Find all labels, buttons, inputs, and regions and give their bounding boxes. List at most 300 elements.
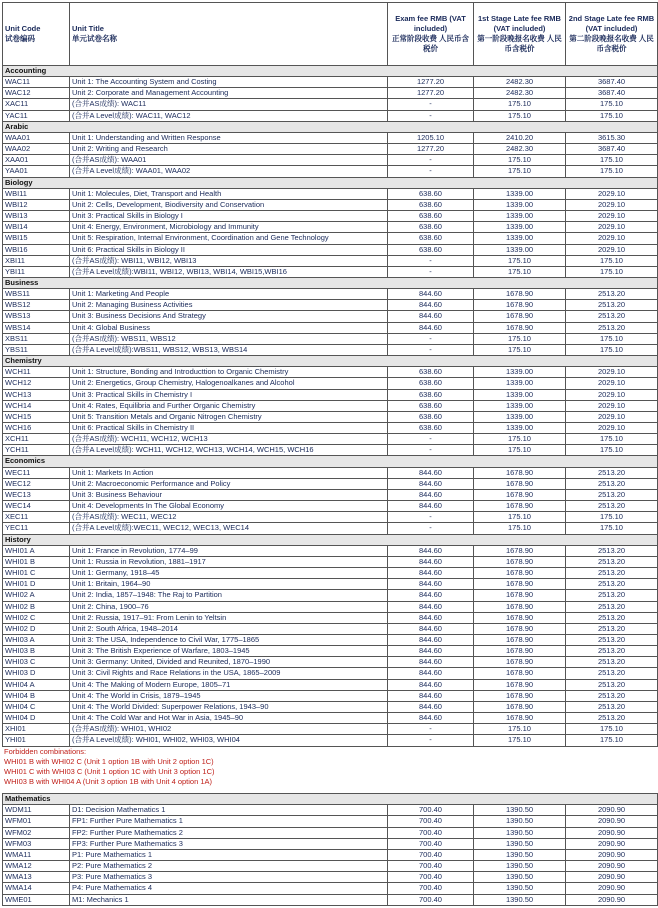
first-late-fee-cell: 1678.90 <box>474 612 566 623</box>
second-late-fee-cell: 2513.20 <box>566 489 658 500</box>
exam-fee-cell: 844.60 <box>388 478 474 489</box>
exam-fee-cell: 638.60 <box>388 222 474 233</box>
first-late-fee-cell: 175.10 <box>474 266 566 277</box>
first-late-fee-cell: 1678.90 <box>474 668 566 679</box>
first-late-fee-cell: 1390.50 <box>474 827 566 838</box>
table-row <box>3 646 658 657</box>
exam-fee-cell: 1277.20 <box>388 88 474 99</box>
unit-code-cell: XCH11 <box>3 434 70 445</box>
unit-title-cell: P1: Pure Mathematics 1 <box>70 849 388 860</box>
unit-title-cell: Unit 2: Energetics, Group Chemistry, Halogenoalkanes and Alcohol <box>70 378 388 389</box>
second-late-fee-cell: 2513.20 <box>566 556 658 567</box>
table-row <box>3 255 658 266</box>
exam-fee-cell: 844.60 <box>388 322 474 333</box>
first-late-fee-cell: 175.10 <box>474 344 566 355</box>
unit-code-cell: WCH15 <box>3 411 70 422</box>
table-row <box>3 612 658 623</box>
unit-code-cell: WHI01 C <box>3 568 70 579</box>
unit-title-cell: Unit 4: The World in Crisis, 1879–1945 <box>70 690 388 701</box>
exam-fee-cell: 844.60 <box>388 657 474 668</box>
unit-code-cell: WCH12 <box>3 378 70 389</box>
first-late-fee-cell: 1678.90 <box>474 501 566 512</box>
unit-title-cell: Unit 3: Practical Skills in Biology I <box>70 211 388 222</box>
exam-fee-cell: - <box>388 445 474 456</box>
section-title: Arabic <box>3 121 658 132</box>
fee-table-maths <box>2 793 658 906</box>
table-row <box>3 805 658 816</box>
table-row <box>3 222 658 233</box>
first-late-fee-cell: 2410.20 <box>474 132 566 143</box>
second-late-fee-cell: 2029.10 <box>566 389 658 400</box>
unit-code-cell: WAC12 <box>3 88 70 99</box>
unit-title-cell: (合并A Level成绩):WBS11, WBS12, WBS13, WBS14 <box>70 344 388 355</box>
first-late-fee-cell: 1678.90 <box>474 478 566 489</box>
first-late-fee-cell: 1390.50 <box>474 861 566 872</box>
note-row <box>2 767 657 777</box>
unit-code-cell: WCH13 <box>3 389 70 400</box>
unit-code-cell: WCH11 <box>3 367 70 378</box>
first-late-fee-cell: 175.10 <box>474 333 566 344</box>
unit-code-cell: WEC14 <box>3 501 70 512</box>
second-late-fee-cell: 2090.90 <box>566 894 658 905</box>
exam-fee-cell: 700.40 <box>388 816 474 827</box>
unit-code-cell: WDM11 <box>3 805 70 816</box>
exam-fee-cell: 638.60 <box>388 400 474 411</box>
exam-fee-cell: 638.60 <box>388 389 474 400</box>
table-row <box>3 523 658 534</box>
unit-code-cell: YCH11 <box>3 445 70 456</box>
unit-code-cell: YAC11 <box>3 110 70 121</box>
second-late-fee-cell: 2090.90 <box>566 883 658 894</box>
unit-code-cell: WHI01 A <box>3 545 70 556</box>
unit-code-cell: WHI03 C <box>3 657 70 668</box>
table-row <box>3 389 658 400</box>
unit-title-cell: Unit 6: Practical Skills in Chemistry II <box>70 423 388 434</box>
exam-fee-cell: - <box>388 333 474 344</box>
exam-fee-cell: 638.60 <box>388 411 474 422</box>
exam-fee-cell: 844.60 <box>388 679 474 690</box>
exam-fee-cell: - <box>388 166 474 177</box>
forbidden-combination-item: WHI01 B with WHI02 C (Unit 1 option 1B with Unit 2 option 1C) <box>4 756 214 766</box>
first-late-fee-cell: 1339.00 <box>474 222 566 233</box>
table-row <box>3 489 658 500</box>
table-row <box>3 883 658 894</box>
exam-fee-cell: 700.40 <box>388 849 474 860</box>
table-row <box>3 679 658 690</box>
first-late-fee-cell: 1390.50 <box>474 872 566 883</box>
second-late-fee-cell: 2090.90 <box>566 872 658 883</box>
first-late-fee-cell: 175.10 <box>474 255 566 266</box>
unit-title-cell: Unit 1: The Accounting System and Costing <box>70 77 388 88</box>
second-late-fee-cell: 2029.10 <box>566 199 658 210</box>
section-title: Accounting <box>3 66 658 77</box>
unit-code-cell: WBS13 <box>3 311 70 322</box>
first-late-fee-cell: 1678.90 <box>474 289 566 300</box>
unit-code-cell: WBI14 <box>3 222 70 233</box>
table-row <box>3 400 658 411</box>
forbidden-combination-item: WHI01 C with WHI03 C (Unit 1 option 1C with Unit 3 option 1C) <box>4 766 215 776</box>
first-late-fee-cell: 175.10 <box>474 735 566 746</box>
first-late-fee-cell: 1390.50 <box>474 805 566 816</box>
unit-title-cell: Unit 2: Managing Business Activities <box>70 300 388 311</box>
unit-title-cell: P2: Pure Mathematics 2 <box>70 861 388 872</box>
table-row <box>3 701 658 712</box>
unit-code-cell: WMA14 <box>3 883 70 894</box>
note-row <box>2 747 657 757</box>
unit-title-cell: Unit 4: The Making of Modern Europe, 1805–71 <box>70 679 388 690</box>
unit-code-cell: WBS11 <box>3 289 70 300</box>
fee-table-body-maths <box>3 794 658 906</box>
first-late-fee-cell: 1678.90 <box>474 568 566 579</box>
unit-title-cell: Unit 1: France in Revolution, 1774–99 <box>70 545 388 556</box>
exam-fee-cell: - <box>388 155 474 166</box>
unit-title-cell: Unit 2: South Africa, 1948–2014 <box>70 623 388 634</box>
table-row <box>3 423 658 434</box>
unit-code-cell: WMA11 <box>3 849 70 860</box>
fee-table-page <box>2 2 657 906</box>
unit-title-cell: Unit 2: Cells, Development, Biodiversity and Conservation <box>70 199 388 210</box>
exam-fee-cell: - <box>388 724 474 735</box>
unit-code-cell: WBI13 <box>3 211 70 222</box>
exam-fee-cell: 638.60 <box>388 199 474 210</box>
unit-code-cell: WHI02 C <box>3 612 70 623</box>
unit-title-cell: Unit 4: Global Business <box>70 322 388 333</box>
unit-code-cell: WHI02 B <box>3 601 70 612</box>
unit-code-cell: WHI03 A <box>3 634 70 645</box>
exam-fee-cell: - <box>388 344 474 355</box>
exam-fee-cell: - <box>388 523 474 534</box>
unit-title-cell: (合并AS成绩): WHI01, WHI02 <box>70 724 388 735</box>
exam-fee-cell: 844.60 <box>388 623 474 634</box>
first-late-fee-cell: 175.10 <box>474 523 566 534</box>
second-late-fee-cell: 2090.90 <box>566 816 658 827</box>
table-row <box>3 211 658 222</box>
first-late-fee-cell: 1339.00 <box>474 378 566 389</box>
exam-fee-cell: 844.60 <box>388 311 474 322</box>
second-late-fee-cell: 2513.20 <box>566 690 658 701</box>
unit-code-cell: XAC11 <box>3 99 70 110</box>
unit-code-cell: WBI15 <box>3 233 70 244</box>
first-late-fee-cell: 1390.50 <box>474 838 566 849</box>
second-late-fee-cell: 175.10 <box>566 512 658 523</box>
second-late-fee-cell: 2513.20 <box>566 590 658 601</box>
exam-fee-cell: 844.60 <box>388 690 474 701</box>
second-late-fee-cell: 2029.10 <box>566 233 658 244</box>
unit-title-cell: Unit 5: Respiration, Internal Environment, Coordination and Gene Technology <box>70 233 388 244</box>
exam-fee-cell: 700.40 <box>388 883 474 894</box>
unit-title-cell: (合并A Level成绩): WAC11, WAC12 <box>70 110 388 121</box>
unit-title-cell: (合并AS成绩): WAC11 <box>70 99 388 110</box>
second-late-fee-cell: 2513.20 <box>566 713 658 724</box>
table-row <box>3 501 658 512</box>
table-row <box>3 872 658 883</box>
second-late-fee-cell: 2513.20 <box>566 612 658 623</box>
first-late-fee-cell: 1678.90 <box>474 489 566 500</box>
first-late-fee-cell: 1339.00 <box>474 211 566 222</box>
unit-title-cell: Unit 1: Molecules, Diet, Transport and Health <box>70 188 388 199</box>
unit-code-cell: WEC13 <box>3 489 70 500</box>
table-row <box>3 467 658 478</box>
first-late-fee-cell: 1678.90 <box>474 601 566 612</box>
unit-title-cell: Unit 4: Developments In The Global Economy <box>70 501 388 512</box>
exam-fee-cell: - <box>388 255 474 266</box>
exam-fee-cell: 638.60 <box>388 423 474 434</box>
section-header-row <box>3 456 658 467</box>
table-row <box>3 816 658 827</box>
unit-title-cell: D1: Decision Mathematics 1 <box>70 805 388 816</box>
unit-code-cell: WHI01 D <box>3 579 70 590</box>
unit-code-cell: WBI16 <box>3 244 70 255</box>
table-row <box>3 724 658 735</box>
second-late-fee-cell: 2513.20 <box>566 601 658 612</box>
second-late-fee-cell: 2029.10 <box>566 244 658 255</box>
header-second-late-fee: 2nd Stage Late fee RMB (VAT included) 第二阶段晚报名收费 人民币含税价 <box>566 3 658 66</box>
exam-fee-cell: 638.60 <box>388 233 474 244</box>
exam-fee-cell: - <box>388 434 474 445</box>
second-late-fee-cell: 2090.90 <box>566 861 658 872</box>
unit-title-cell: (合并AS成绩): WCH11, WCH12, WCH13 <box>70 434 388 445</box>
first-late-fee-cell: 1339.00 <box>474 411 566 422</box>
first-late-fee-cell: 175.10 <box>474 155 566 166</box>
table-row <box>3 668 658 679</box>
unit-code-cell: WCH16 <box>3 423 70 434</box>
exam-fee-cell: 844.60 <box>388 713 474 724</box>
section-title: Business <box>3 277 658 288</box>
exam-fee-cell: 700.40 <box>388 838 474 849</box>
table-row <box>3 132 658 143</box>
second-late-fee-cell: 2029.10 <box>566 222 658 233</box>
forbidden-combinations-notes <box>2 747 657 794</box>
unit-title-cell: (合并A Level成绩): WCH11, WCH12, WCH13, WCH14, WCH15, WCH16 <box>70 445 388 456</box>
unit-title-cell: Unit 4: The World Divided: Superpower Relations, 1943–90 <box>70 701 388 712</box>
table-row <box>3 289 658 300</box>
exam-fee-cell: 638.60 <box>388 244 474 255</box>
table-row <box>3 300 658 311</box>
table-row <box>3 88 658 99</box>
unit-title-cell: P4: Pure Mathematics 4 <box>70 883 388 894</box>
exam-fee-cell: 844.60 <box>388 634 474 645</box>
unit-code-cell: WCH14 <box>3 400 70 411</box>
table-row <box>3 478 658 489</box>
exam-fee-cell: 844.60 <box>388 489 474 500</box>
exam-fee-cell: 638.60 <box>388 211 474 222</box>
table-row <box>3 233 658 244</box>
unit-title-cell: (合并AS成绩): WBI11, WBI12, WBI13 <box>70 255 388 266</box>
second-late-fee-cell: 175.10 <box>566 266 658 277</box>
unit-code-cell: WHI04 B <box>3 690 70 701</box>
exam-fee-cell: 844.60 <box>388 612 474 623</box>
first-late-fee-cell: 1678.90 <box>474 590 566 601</box>
table-row <box>3 634 658 645</box>
first-late-fee-cell: 1339.00 <box>474 199 566 210</box>
exam-fee-cell: 844.60 <box>388 467 474 478</box>
unit-code-cell: YAA01 <box>3 166 70 177</box>
table-row <box>3 568 658 579</box>
unit-title-cell: Unit 1: Russia in Revolution, 1881–1917 <box>70 556 388 567</box>
table-row <box>3 199 658 210</box>
first-late-fee-cell: 1678.90 <box>474 322 566 333</box>
section-title: History <box>3 534 658 545</box>
table-row <box>3 344 658 355</box>
unit-code-cell: WME01 <box>3 894 70 905</box>
first-late-fee-cell: 175.10 <box>474 434 566 445</box>
second-late-fee-cell: 2029.10 <box>566 423 658 434</box>
unit-code-cell: WBI11 <box>3 188 70 199</box>
second-late-fee-cell: 2513.20 <box>566 311 658 322</box>
table-header-row <box>3 3 658 66</box>
exam-fee-cell: 700.40 <box>388 894 474 905</box>
first-late-fee-cell: 175.10 <box>474 99 566 110</box>
unit-title-cell: Unit 3: The British Experience of Warfare, 1803–1945 <box>70 646 388 657</box>
table-row <box>3 155 658 166</box>
exam-fee-cell: 844.60 <box>388 601 474 612</box>
first-late-fee-cell: 175.10 <box>474 724 566 735</box>
first-late-fee-cell: 1678.90 <box>474 545 566 556</box>
first-late-fee-cell: 1339.00 <box>474 244 566 255</box>
second-late-fee-cell: 175.10 <box>566 155 658 166</box>
unit-code-cell: XAA01 <box>3 155 70 166</box>
first-late-fee-cell: 175.10 <box>474 110 566 121</box>
exam-fee-cell: 700.40 <box>388 805 474 816</box>
second-late-fee-cell: 2513.20 <box>566 679 658 690</box>
second-late-fee-cell: 175.10 <box>566 99 658 110</box>
second-late-fee-cell: 3687.40 <box>566 77 658 88</box>
unit-title-cell: Unit 1: Marketing And People <box>70 289 388 300</box>
first-late-fee-cell: 1678.90 <box>474 579 566 590</box>
table-row <box>3 244 658 255</box>
unit-title-cell: Unit 1: Understanding and Written Response <box>70 132 388 143</box>
unit-code-cell: WHI04 D <box>3 713 70 724</box>
unit-title-cell: Unit 2: Russia, 1917–91: From Lenin to Yeltsin <box>70 612 388 623</box>
table-row <box>3 311 658 322</box>
fee-table <box>2 2 658 747</box>
unit-title-cell: Unit 4: Rates, Equilibria and Further Organic Chemistry <box>70 400 388 411</box>
second-late-fee-cell: 2513.20 <box>566 545 658 556</box>
unit-code-cell: YEC11 <box>3 523 70 534</box>
unit-code-cell: WHI03 B <box>3 646 70 657</box>
table-row <box>3 367 658 378</box>
unit-title-cell: FP1: Further Pure Mathematics 1 <box>70 816 388 827</box>
section-title: Biology <box>3 177 658 188</box>
unit-title-cell: Unit 2: Writing and Research <box>70 144 388 155</box>
unit-code-cell: WAC11 <box>3 77 70 88</box>
second-late-fee-cell: 2513.20 <box>566 701 658 712</box>
first-late-fee-cell: 1390.50 <box>474 883 566 894</box>
table-row <box>3 849 658 860</box>
second-late-fee-cell: 2090.90 <box>566 805 658 816</box>
first-late-fee-cell: 1678.90 <box>474 300 566 311</box>
second-late-fee-cell: 2513.20 <box>566 657 658 668</box>
table-row <box>3 110 658 121</box>
second-late-fee-cell: 2513.20 <box>566 322 658 333</box>
unit-code-cell: XBS11 <box>3 333 70 344</box>
table-row <box>3 735 658 746</box>
table-row <box>3 545 658 556</box>
exam-fee-cell: 844.60 <box>388 668 474 679</box>
first-late-fee-cell: 1678.90 <box>474 713 566 724</box>
unit-code-cell: WAA01 <box>3 132 70 143</box>
unit-title-cell: (合并AS成绩): WBS11, WBS12 <box>70 333 388 344</box>
forbidden-combination-item: WHI03 B with WHI04 A (Unit 3 option 1B with Unit 4 option 1A) <box>4 777 213 786</box>
exam-fee-cell: 638.60 <box>388 188 474 199</box>
unit-title-cell: Unit 1: Britain, 1964–90 <box>70 579 388 590</box>
unit-code-cell: WBS14 <box>3 322 70 333</box>
section-header-row <box>3 794 658 805</box>
unit-title-cell: (合并A Level成绩):WEC11, WEC12, WEC13, WEC14 <box>70 523 388 534</box>
second-late-fee-cell: 175.10 <box>566 724 658 735</box>
second-late-fee-cell: 2513.20 <box>566 478 658 489</box>
table-row <box>3 623 658 634</box>
first-late-fee-cell: 1678.90 <box>474 657 566 668</box>
first-late-fee-cell: 2482.30 <box>474 144 566 155</box>
first-late-fee-cell: 1678.90 <box>474 556 566 567</box>
second-late-fee-cell: 2513.20 <box>566 579 658 590</box>
section-header-row <box>3 277 658 288</box>
unit-title-cell: Unit 3: Civil Rights and Race Relations in the USA, 1865–2009 <box>70 668 388 679</box>
table-row <box>3 434 658 445</box>
second-late-fee-cell: 175.10 <box>566 166 658 177</box>
exam-fee-cell: 700.40 <box>388 872 474 883</box>
first-late-fee-cell: 1678.90 <box>474 311 566 322</box>
unit-title-cell: Unit 3: Germany: United, Divided and Reunited, 1870–1990 <box>70 657 388 668</box>
first-late-fee-cell: 1678.90 <box>474 467 566 478</box>
table-row <box>3 144 658 155</box>
unit-code-cell: WMA12 <box>3 861 70 872</box>
second-late-fee-cell: 2029.10 <box>566 367 658 378</box>
table-row <box>3 445 658 456</box>
second-late-fee-cell: 175.10 <box>566 445 658 456</box>
unit-title-cell: (合并A Level成绩): WAA01, WAA02 <box>70 166 388 177</box>
first-late-fee-cell: 2482.30 <box>474 88 566 99</box>
exam-fee-cell: 844.60 <box>388 579 474 590</box>
first-late-fee-cell: 1390.50 <box>474 894 566 905</box>
table-row <box>3 657 658 668</box>
unit-title-cell: Unit 3: Business Behaviour <box>70 489 388 500</box>
first-late-fee-cell: 1678.90 <box>474 623 566 634</box>
first-late-fee-cell: 1678.90 <box>474 634 566 645</box>
second-late-fee-cell: 2029.10 <box>566 188 658 199</box>
section-title: Economics <box>3 456 658 467</box>
first-late-fee-cell: 1339.00 <box>474 389 566 400</box>
forbidden-combinations-title: Forbidden combinations: <box>4 746 87 756</box>
table-row <box>3 333 658 344</box>
unit-title-cell: Unit 2: Corporate and Management Accounting <box>70 88 388 99</box>
unit-title-cell: Unit 1: Markets In Action <box>70 467 388 478</box>
unit-title-cell: Unit 2: India, 1857–1948: The Raj to Partition <box>70 590 388 601</box>
exam-fee-cell: 638.60 <box>388 367 474 378</box>
table-row <box>3 188 658 199</box>
first-late-fee-cell: 1339.00 <box>474 400 566 411</box>
unit-code-cell: WHI01 B <box>3 556 70 567</box>
first-late-fee-cell: 1678.90 <box>474 701 566 712</box>
second-late-fee-cell: 3687.40 <box>566 144 658 155</box>
unit-code-cell: XEC11 <box>3 512 70 523</box>
first-late-fee-cell: 175.10 <box>474 166 566 177</box>
table-row <box>3 378 658 389</box>
unit-title-cell: Unit 3: The USA, Independence to Civil War, 1775–1865 <box>70 634 388 645</box>
second-late-fee-cell: 3615.30 <box>566 132 658 143</box>
section-header-row <box>3 66 658 77</box>
unit-title-cell: Unit 6: Practical Skills in Biology II <box>70 244 388 255</box>
unit-code-cell: XBI11 <box>3 255 70 266</box>
unit-code-cell: WEC12 <box>3 478 70 489</box>
exam-fee-cell: - <box>388 110 474 121</box>
unit-title-cell: Unit 3: Business Decisions And Strategy <box>70 311 388 322</box>
second-late-fee-cell: 2513.20 <box>566 623 658 634</box>
unit-title-cell: (合并A Level成绩):WBI11, WBI12, WBI13, WBI14, WBI15,WBI16 <box>70 266 388 277</box>
exam-fee-cell: 844.60 <box>388 545 474 556</box>
unit-code-cell: WEC11 <box>3 467 70 478</box>
